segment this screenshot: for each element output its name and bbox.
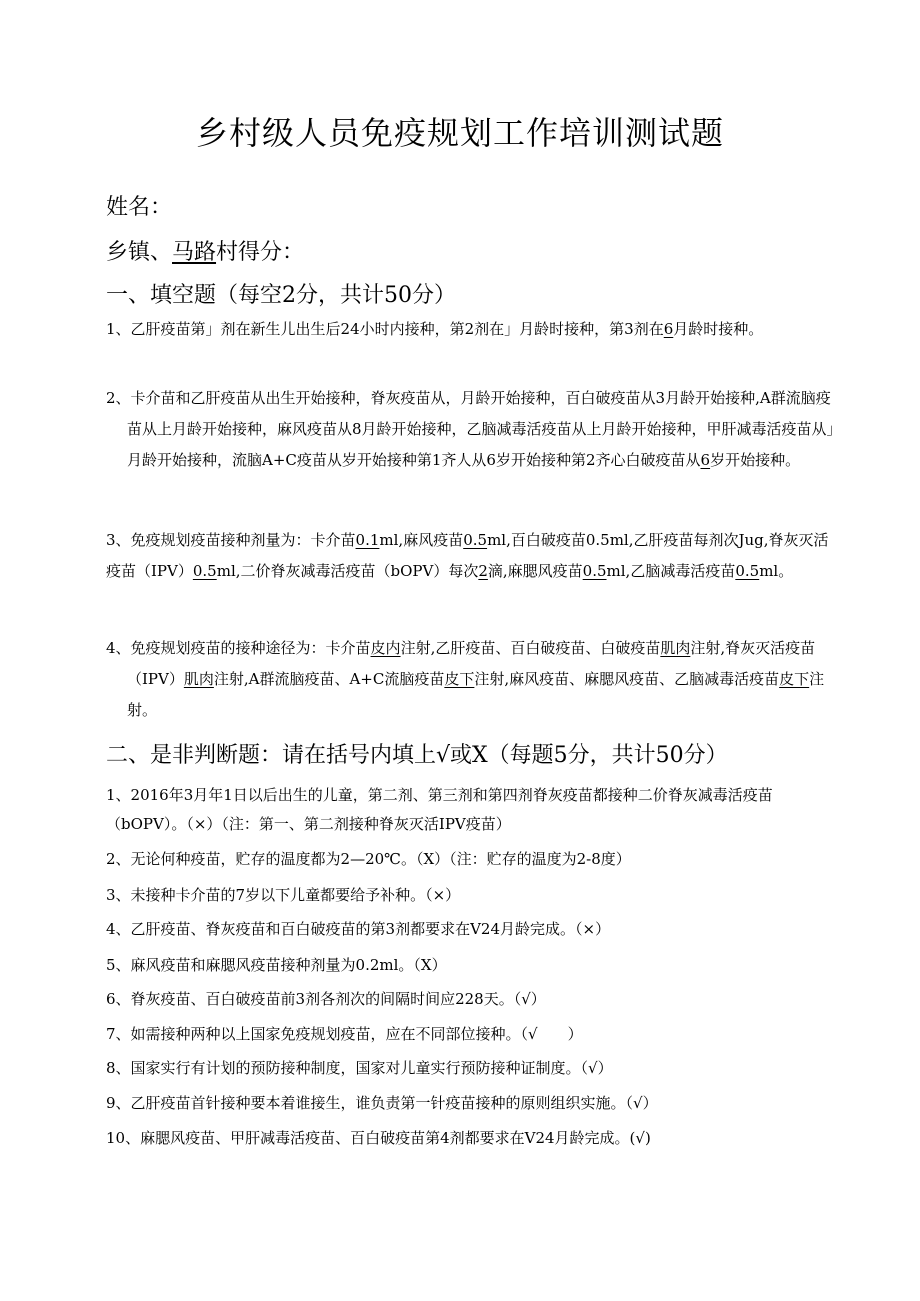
tf-question-10: 10、麻腮风疫苗、甲肝减毒活疫苗、百白破疫苗第4剂都要求在V24月龄完成。(√) [106, 1129, 651, 1147]
q3-text-4: ml,二价脊灰减毒活疫苗（bOPV）每次 [216, 562, 479, 580]
q4-text-2: 注射,乙肝疫苗、百白破疫苗、白破疫苗 [400, 639, 661, 657]
q1-text-2: 月龄时接种。 [673, 320, 764, 338]
q3-answer-6: 0.5 [735, 562, 760, 580]
q2-text-1: 2、卡介苗和乙肝疫苗从出生开始接种，脊灰疫苗从，月龄开始接种，百白破疫苗从3月龄开始接种,A群流脑疫苗从上月龄开始接种，麻风疫苗从8月龄开始接种，乙脑减毒活疫苗从上月龄开始接种，甲肝减毒活疫苗从」月龄开始接种，流脑A+C疫苗从岁开始接种第1齐人从6岁开始接种第2齐心白破疫苗从 [106, 389, 835, 469]
q3-text-5: 滴,麻腮风疫苗 [487, 562, 583, 580]
score-label: 村得分： [216, 240, 305, 265]
q4-text-6: 注射。 [127, 670, 825, 719]
fill-question-2 [106, 383, 838, 476]
q3-answer-2: 0.5 [463, 531, 488, 549]
page-title: 乡村级人员免疫规划工作培训测试题 [195, 114, 724, 152]
q4-answer-2: 肌肉 [660, 639, 691, 657]
fill-question-4 [106, 633, 838, 726]
name-field-label: 姓名： [106, 195, 173, 220]
q3-text-3: ml,百白破疫苗0.5ml,乙肝疫苗每剂次Jug,脊灰灭活疫苗（IPV） [106, 531, 829, 580]
q3-text-2: ml,麻风疫苗 [379, 531, 464, 549]
q4-answer-3: 肌肉 [183, 670, 214, 688]
q3-text-1: 3、免疫规划疫苗接种剂量为：卡介苗 [106, 531, 356, 549]
q3-answer-3: 0.5 [192, 562, 217, 580]
q3-text-6: ml,乙脑减毒活疫苗 [606, 562, 736, 580]
q4-text-4: 注射,A群流脑疫苗、A+C流脑疫苗 [213, 670, 445, 688]
village-score-line [106, 235, 304, 266]
q4-answer-4: 皮下 [444, 670, 475, 688]
fill-question-1 [106, 314, 838, 345]
q3-answer-5: 0.5 [582, 562, 607, 580]
section-2-heading: 二、是非判断题：请在括号内填上√或X（每题5分，共计50分） [106, 743, 728, 768]
tf-question-5: 5、麻风疫苗和麻腮风疫苗接种剂量为0.2ml。（X） [106, 956, 447, 974]
q2-text-2: 岁开始接种。 [710, 451, 801, 469]
village-name: 马路 [172, 240, 217, 265]
fill-question-3 [106, 525, 838, 587]
q4-text-5: 注射,麻风疫苗、麻腮风疫苗、乙脑减毒活疫苗 [474, 670, 780, 688]
tf-question-2: 2、无论何种疫苗，贮存的温度都为2—20℃。（X）（注：贮存的温度为2-8度） [106, 850, 631, 868]
q3-text-7: ml。 [759, 562, 794, 580]
township-label: 乡镇、 [106, 240, 173, 265]
section-1-heading: 一、填空题（每空2分，共计50分） [106, 283, 456, 308]
q2-answer-1: 6 [700, 451, 711, 469]
q1-text-1: 1、乙肝疫苗第」剂在新生儿出生后24小时内接种，第2剂在」月龄时接种，第3剂在 [106, 320, 664, 338]
q4-answer-5: 皮下 [779, 670, 810, 688]
q4-answer-1: 皮内 [370, 639, 401, 657]
tf-question-1: 1、2016年3月年1日以后出生的儿童，第二剂、第三剂和第四剂脊灰疫苗都接种二价脊灰减毒活疫苗（bOPV）。（×）（注：第一、第二剂接种脊灰灭活IPV疫苗） [106, 786, 773, 833]
tf-question-6: 6、脊灰疫苗、百白破疫苗前3剂各剂次的间隔时间应228天。（√） [106, 990, 546, 1008]
tf-question-8: 8、国家实行有计划的预防接种制度，国家对儿童实行预防接种证制度。（√） [106, 1059, 613, 1077]
tf-question-9: 9、乙肝疫苗首针接种要本着谁接生，谁负责第一针疫苗接种的原则组织实施。（√） [106, 1094, 658, 1112]
q3-answer-1: 0.1 [355, 531, 380, 549]
q1-answer-1: 6 [663, 320, 674, 338]
q3-answer-4: 2 [478, 562, 488, 580]
tf-question-7: 7、如需接种两种以上国家免疫规划疫苗，应在不同部位接种。（√ ） [106, 1025, 583, 1043]
tf-question-4: 4、乙肝疫苗、脊灰疫苗和百白破疫苗的第3剂都要求在V24月龄完成。（×） [106, 920, 611, 938]
tf-question-3: 3、未接种卡介苗的7岁以下儿童都要给予补种。（×） [106, 886, 461, 904]
q4-text-1: 4、免疫规划疫苗的接种途径为：卡介苗 [106, 639, 371, 657]
q4-text-3: 注射,脊灰灭活疫苗（IPV） [127, 639, 816, 688]
